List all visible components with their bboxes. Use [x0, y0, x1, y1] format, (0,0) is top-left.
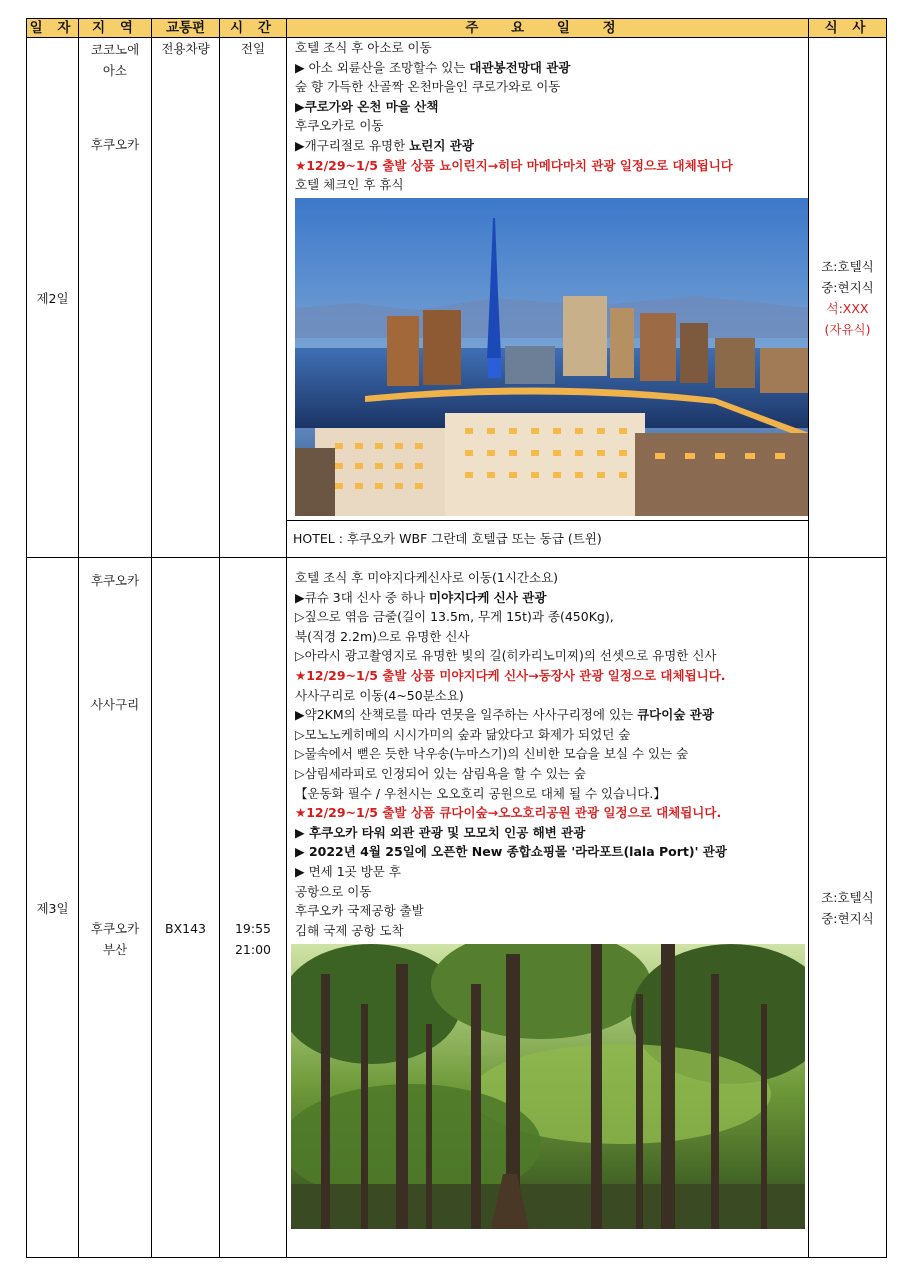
day2-regions	[79, 38, 152, 558]
day3-schedule-line: ★12/29~1/5 출발 상품 미야지다케 신사→동장사 관광 일정으로 대체됩니다.	[295, 667, 726, 683]
day3-label: 제3일	[27, 558, 79, 1258]
day3-arrive-time: 21:00	[234, 942, 272, 957]
day3-schedule-line: 호텔 조식 후 미야지다케신사로 이동(1시간소요)	[295, 570, 559, 585]
header-schedule: 주 요 일 정	[287, 19, 809, 38]
day2-region-1: 코코노에	[90, 42, 140, 57]
day3-schedule-line: ▶ 면세 1곳 방문 후	[295, 863, 401, 879]
day3-schedule-line: ▶ 2022년 4월 25일에 오픈한 New 종합쇼핑몰 '라라포트(lala Port)' 관광	[295, 844, 727, 860]
day3-schedule-line: 사사구리로 이동(4~50분소요)	[295, 687, 464, 703]
day3-region-3b: 부산	[102, 942, 128, 957]
day3-schedule-line: 공항으로 이동	[295, 883, 372, 899]
header-time: 시 간	[220, 19, 287, 38]
day3-schedule-line: 후쿠오카 국제공항 출발	[295, 903, 424, 919]
day3-schedule-line: ▷모노노케히메의 시시가미의 숲과 닮았다고 화제가 되었던 숲	[295, 726, 631, 742]
day2-schedule-line: ★12/29~1/5 출발 상품 뇨이린지→히타 마메다마치 관광 일정으로 대체됩니다	[295, 157, 733, 173]
day3-schedule-line: ▶큐슈 3대 신사 중 하나 미야지다케 신사 관광	[295, 589, 547, 605]
day3-regions	[79, 558, 152, 1258]
day2-schedule-line: ▶쿠로가와 온천 마을 산책	[295, 98, 439, 114]
header-transport: 교통편	[152, 19, 220, 38]
day3-transport	[152, 558, 220, 1258]
itinerary-sheet	[26, 18, 886, 1258]
day2-schedule-line: 후쿠오카로 이동	[295, 118, 384, 134]
day3-schedule-line: ▷물속에서 뻗은 듯한 낙우송(누마스기)의 신비한 모습을 보실 수 있는 숲	[295, 746, 689, 762]
day2-schedule-lines	[295, 38, 808, 195]
day3-schedule-line: 【운동화 필수 / 우천시는 오오호리 공원으로 대체 될 수 있습니다.】	[295, 785, 666, 801]
header-day: 일 자	[27, 19, 79, 38]
header-meal: 식 사	[809, 19, 887, 38]
day3-schedule-line: ▷아라시 광고촬영지로 유명한 빛의 길(히카리노미찌)의 선셋으로 유명한 신사	[295, 648, 717, 664]
day3-schedule-line: 김해 국제 공항 도착	[295, 922, 404, 938]
fukuoka-city-photo	[295, 198, 808, 516]
day2-breakfast: 조:호텔식	[821, 258, 874, 274]
day2-row	[27, 38, 887, 558]
day2-schedule-line: 숲 향 가득한 산골짝 온천마을인 쿠로가와로 이동	[295, 79, 561, 95]
day2-schedule-line: ▶개구리절로 유명한 뇨린지 관광	[295, 137, 474, 153]
itinerary-table	[26, 18, 887, 1258]
day2-region-3: 후쿠오카	[90, 137, 140, 152]
day2-dinner: 석:XXX	[826, 300, 869, 316]
day3-lunch: 중:현지식	[821, 910, 874, 926]
day3-region-3a: 후쿠오카	[90, 921, 140, 936]
day3-schedule-line: ▶약2KM의 산책로를 따라 연못을 일주하는 사사구리정에 있는 큐다이숲 관광	[295, 707, 714, 723]
day3-region-1: 후쿠오카	[90, 573, 140, 588]
kyudai-forest-photo	[291, 944, 808, 1229]
day2-transport: 전용차량	[152, 38, 220, 558]
day2-dinner-note: (자유식)	[824, 321, 871, 337]
day3-meals	[809, 558, 887, 1258]
day3-row	[27, 558, 887, 1258]
day3-schedule-line: ★12/29~1/5 출발 상품 큐다이숲→오오호리공원 관광 일정으로 대체됩니다.	[295, 805, 722, 821]
day3-schedule-line: 북(직경 2.2m)으로 유명한 신사	[295, 628, 470, 644]
day2-meals	[809, 38, 887, 558]
day2-hotel: HOTEL : 후쿠오카 WBF 그란데 호텔급 또는 동급 (트윈)	[287, 520, 808, 556]
day3-region-2: 사사구리	[90, 697, 140, 712]
day2-label: 제2일	[27, 38, 79, 558]
day3-schedule-line: ▷삼림세라피로 인정되어 있는 삼림욕을 할 수 있는 숲	[295, 765, 587, 781]
day2-schedule-line: ▶ 아소 외륜산을 조망할수 있는 대관봉전망대 관광	[295, 59, 571, 75]
day2-lunch: 중:현지식	[821, 279, 874, 295]
day3-schedule-line: ▷짚으로 엮음 금줄(길이 13.5m, 무게 15t)과 종(450Kg),	[295, 609, 614, 625]
day3-schedule-lines	[295, 568, 808, 940]
day3-flight: BX143	[165, 921, 206, 936]
day2-region-2: 아소	[102, 63, 128, 78]
day2-time: 전일	[220, 38, 287, 558]
day2-schedule-line: 호텔 조식 후 아소로 이동	[295, 40, 432, 55]
day2-schedule	[287, 38, 809, 558]
day3-breakfast: 조:호텔식	[821, 889, 874, 905]
day2-schedule-line: 호텔 체크인 후 휴식	[295, 177, 404, 193]
day3-schedule	[287, 558, 809, 1258]
header-region: 지 역	[79, 19, 152, 38]
day3-schedule-line: ▶ 후쿠오카 타워 외관 관광 및 모모치 인공 해변 관광	[295, 824, 586, 840]
day3-depart-time: 19:55	[234, 921, 272, 936]
day3-times	[220, 558, 287, 1258]
header-row	[27, 19, 887, 38]
